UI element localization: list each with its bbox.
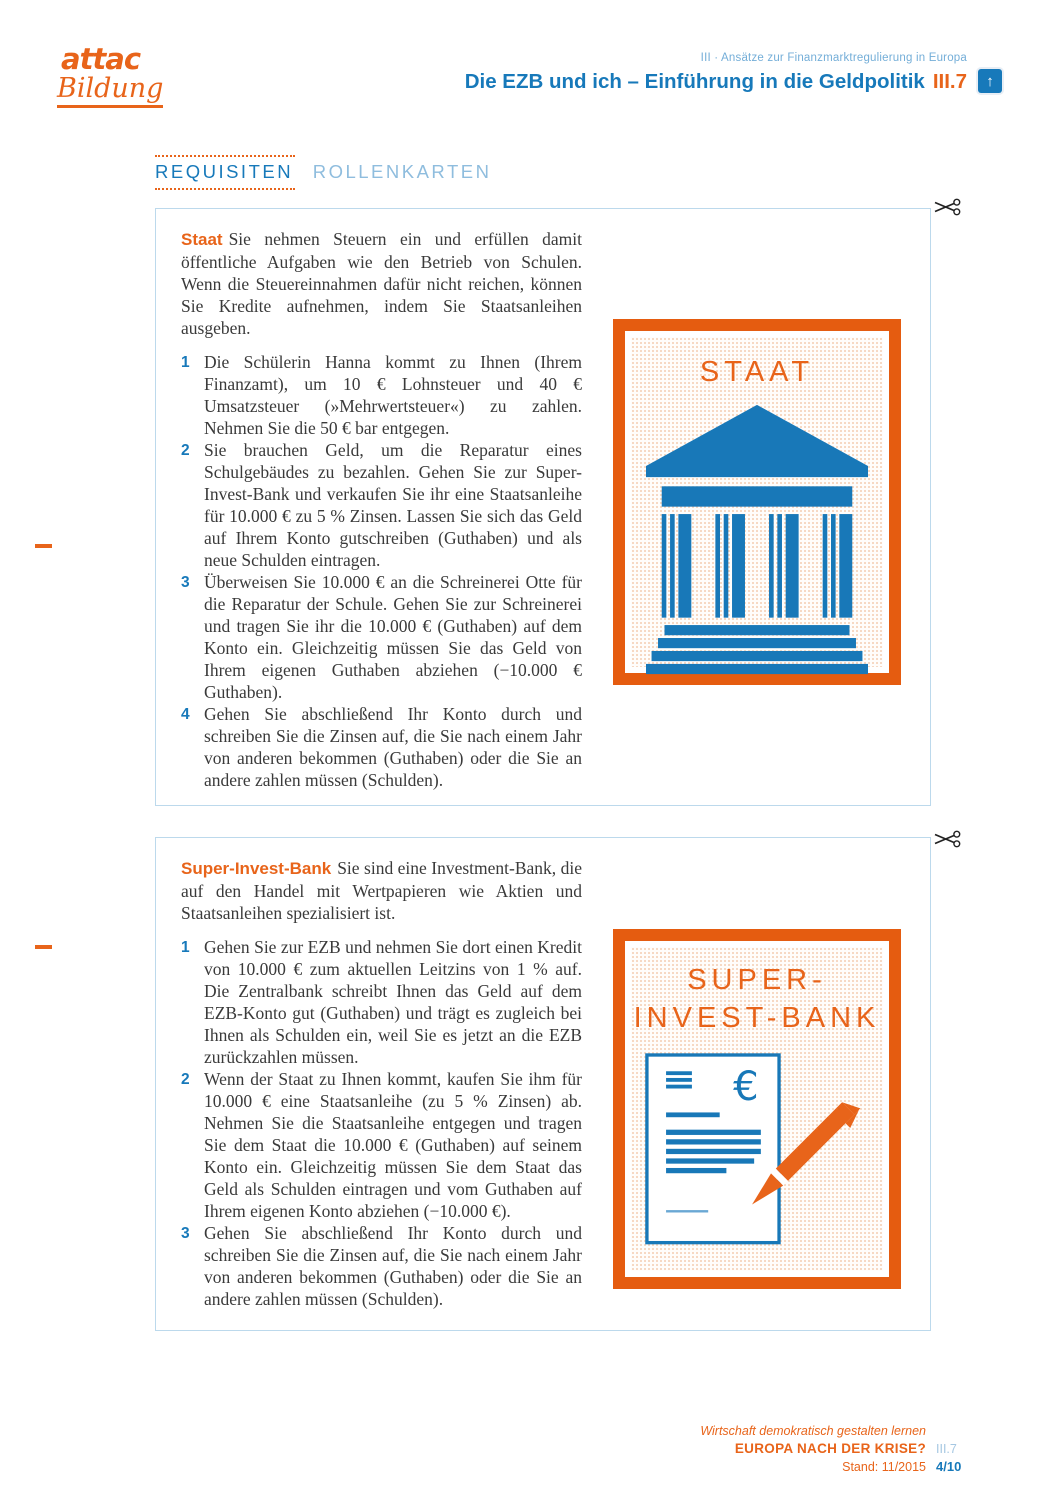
card-text-column	[181, 228, 582, 791]
footer-series-title: EUROPA NACH DER KRISE?	[734, 1441, 926, 1456]
figure-super-invest-bank	[613, 929, 901, 1289]
role-card-staat	[155, 208, 931, 806]
card-intro	[181, 857, 582, 924]
figure-pattern-background	[631, 337, 883, 667]
fold-mark	[35, 544, 52, 548]
list-item-number: 2	[181, 442, 190, 459]
list-item-number: 2	[181, 1071, 190, 1088]
logo-word-bildung: Bildung	[57, 74, 163, 108]
list-item-text: Die Schülerin Hanna kommt zu Ihnen (Ihrem Finanzamt), um 10 € Lohnsteuer und 40 € Umsatzsteuer (»Mehrwertsteuer«) zu zahlen. Nehmen Sie die 50 € bar entgegen.	[204, 352, 582, 438]
header-title-line	[465, 70, 967, 94]
arrow-up-icon[interactable]: ↑	[978, 69, 1002, 93]
section-heading-primary: REQUISITEN	[155, 155, 295, 190]
role-label: Super-Invest-Bank	[181, 859, 332, 878]
header-kicker: III · Ansätze zur Finanzmarktregulierung in Europa	[700, 52, 967, 64]
list-item-text: Gehen Sie abschließend Ihr Konto durch und schreiben Sie die Zinsen auf, die Sie nach einem Jahr von anderen bekommen (Guthaben) oder die Sie an andere zahlen müssen (Schulden).	[204, 704, 582, 790]
header-text-block	[465, 52, 967, 94]
scissors-icon	[934, 198, 964, 221]
figure-pattern-background	[631, 947, 883, 1271]
figure-staat	[613, 319, 901, 685]
list-item-text: Gehen Sie zur EZB und nehmen Sie dort einen Kredit von 10.000 € zum aktuellen Leitzins von 1 % auf. Die Zentralbank schreibt Ihnen das Geld auf dem EZB-Konto gut (Guthaben) und trägt es zugleich bei Ihnen als Schulden ein, weil Sie es jetzt an die EZB zurückzahlen müssen.	[204, 937, 582, 1067]
card-intro-text: Sie sind eine Investment-Bank, die auf den Handel mit Wertpapieren wie Aktien und Staatsanleihen spezialisiert ist.	[181, 858, 582, 923]
footer-tagline: Wirtschaft demokratisch gestalten lernen	[700, 1424, 926, 1438]
page-header	[465, 52, 1002, 94]
list-item-number: 1	[181, 939, 190, 956]
fold-mark	[35, 945, 52, 949]
list-item-text: Sie brauchen Geld, um die Reparatur eines Schulgebäudes zu bezahlen. Gehen Sie zur Super-Invest-Bank und verkaufen Sie ihr eine Staatsanleihe für 10.000 € zu 5 % Zinsen. Lassen Sie sich das Geld auf Ihrem Konto gutschreiben (Guthaben) und als neue Schulden eintragen.	[204, 440, 582, 570]
list-item	[181, 571, 582, 703]
module-code: III.7	[932, 70, 967, 93]
logo-word-attac: attac	[61, 42, 141, 76]
list-item	[181, 1068, 582, 1222]
role-card-super-invest-bank	[155, 837, 931, 1331]
list-item-text: Überweisen Sie 10.000 € an die Schreinerei Otte für die Reparatur der Schule. Gehen Sie zur Schreinerei und tragen Sie ihr die 10.000 € (Guthaben) auf dem Konto ein. Gleichzeitig müssen Sie das Geld von Ihrem eigenen Guthaben abziehen (−10.000 € Guthaben).	[204, 572, 582, 702]
footer-date: Stand: 11/2015	[842, 1460, 926, 1474]
figure-title-line1: SUPER-	[687, 964, 827, 996]
page-title: Die EZB und ich – Einführung in die Geldpolitik	[464, 70, 925, 93]
figure-title: STAAT	[699, 356, 815, 388]
list-item-number: 3	[181, 574, 190, 591]
footer-module-code: III.7	[936, 1442, 957, 1456]
list-item-number: 4	[181, 706, 190, 723]
list-item-text: Wenn der Staat zu Ihnen kommt, kaufen Sie ihm für 10.000 € eine Staatsanleihe (zu 5 % Zinsen) ab. Nehmen Sie die Staatsanleihe entgegen und tragen Sie dem Staat die 10.000 € (Guthaben) auf seinem Konto ein. Gleichzeitig müssen Sie dem Staat das Geld als Schulden eintragen und vom Guthaben auf Ihrem eigenen Konto abziehen (−10.000 €).	[204, 1069, 582, 1221]
scissors-icon	[934, 830, 964, 853]
card-intro	[181, 228, 582, 339]
list-item	[181, 439, 582, 571]
page-footer	[700, 1424, 968, 1474]
footer-page-number: 4/10	[936, 1459, 962, 1474]
list-item	[181, 936, 582, 1068]
figure-title-line2: INVEST-BANK	[633, 1002, 881, 1034]
list-item-number: 3	[181, 1225, 190, 1242]
attac-bildung-logo	[57, 44, 163, 108]
role-label: Staat	[181, 230, 223, 249]
card-intro-text: Sie nehmen Steuern ein und erfüllen damit öffentliche Aufgaben wie den Betrieb von Schulen. Wenn die Steuereinnahmen dafür nicht reichen, können Sie Kredite aufnehmen, indem Sie Staatsanleihen ausgeben.	[181, 229, 582, 338]
list-item	[181, 351, 582, 439]
contract-document-pen-icon	[645, 1053, 870, 1264]
instruction-list	[181, 936, 582, 1310]
list-item	[181, 703, 582, 791]
figure-title	[634, 961, 881, 1037]
list-item	[181, 1222, 582, 1310]
government-building-icon	[646, 403, 868, 681]
list-item-text: Gehen Sie abschließend Ihr Konto durch und schreiben Sie die Zinsen auf, die Sie nach einem Jahr von anderen bekommen (Guthaben) oder die Sie an andere zahlen müssen (Schulden).	[204, 1223, 582, 1309]
list-item-number: 1	[181, 354, 190, 371]
card-text-column	[181, 857, 582, 1310]
section-heading	[155, 155, 491, 190]
section-heading-secondary: ROLLENKARTEN	[312, 161, 492, 182]
euro-symbol: €	[732, 1063, 759, 1110]
instruction-list	[181, 351, 582, 791]
